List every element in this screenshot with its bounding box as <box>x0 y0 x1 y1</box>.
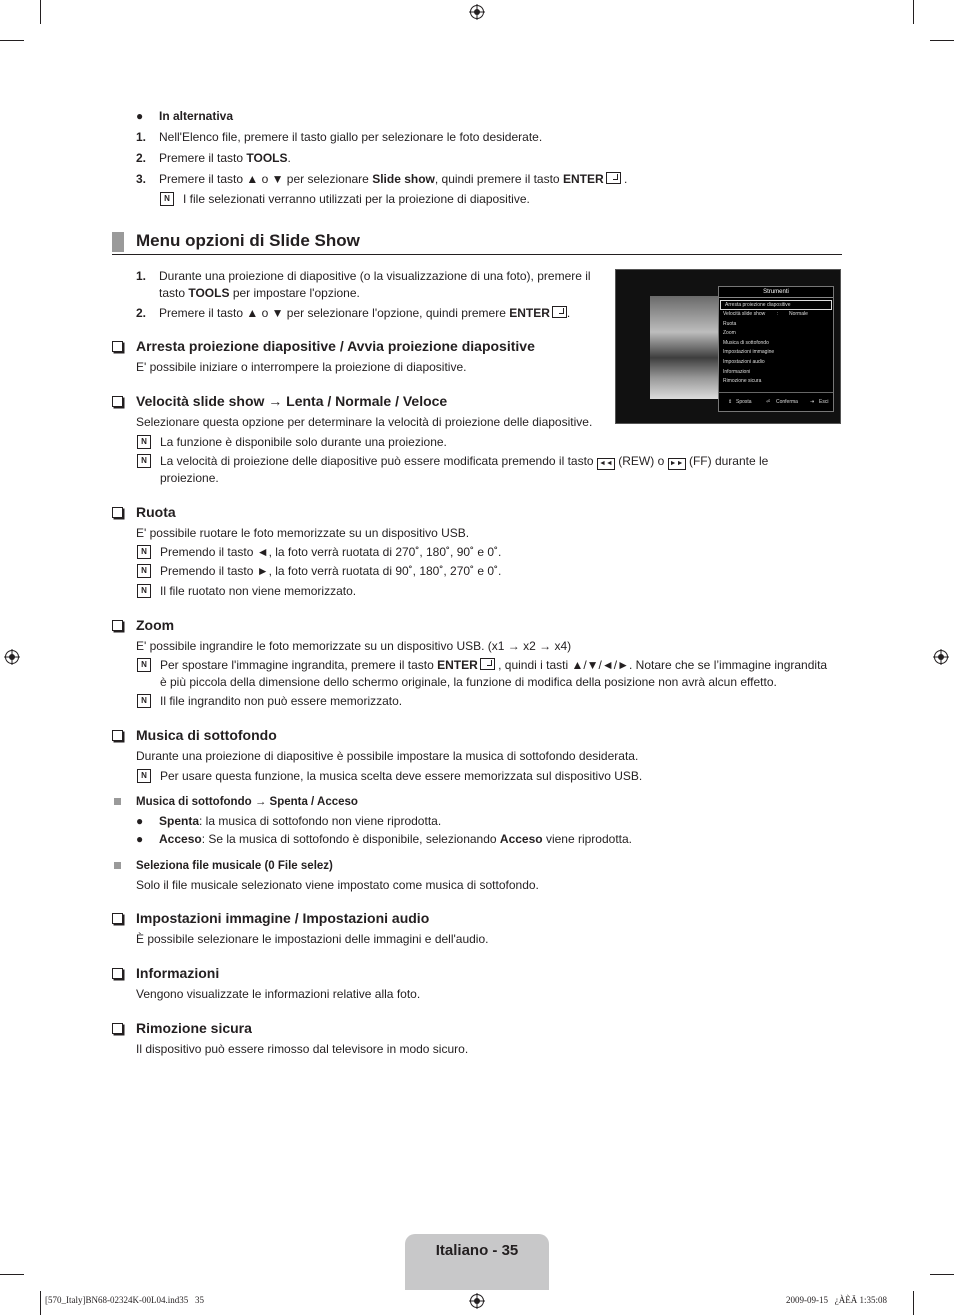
move-icon: ⇕ <box>728 399 733 405</box>
bullet-icon: ● <box>136 109 144 123</box>
checkbox-bullet-icon <box>112 1023 123 1034</box>
text: Per spostare l'immagine ingrandita, premere il tasto <box>160 658 438 672</box>
ff-icon: ►► <box>668 458 686 470</box>
bullet-icon: ● <box>136 832 144 846</box>
registration-mark-icon <box>469 1293 485 1309</box>
section-rule <box>112 254 842 255</box>
text: tasto <box>159 286 189 300</box>
menu-item-value: Normale <box>789 311 808 317</box>
menu-item-informazioni[interactable]: Informazioni <box>723 368 751 375</box>
crop-mark <box>930 40 954 41</box>
menu-item-impostazioni-immagine[interactable]: Impostazioni immagine <box>723 349 775 356</box>
text: (REW) o <box>618 454 668 468</box>
note-text: proiezione. <box>160 471 219 485</box>
square-bullet-icon <box>114 798 121 805</box>
square-bullet-icon <box>114 862 121 869</box>
item-arresta <box>112 338 612 378</box>
item-zoom <box>112 617 852 717</box>
text: Premere il tasto <box>159 151 247 165</box>
bold-text: TOOLS <box>188 286 230 300</box>
menu-title: Strumenti <box>719 287 833 298</box>
print-footer-right: 2009-09-15 ¿ÀÈÄ 1:35:08 <box>786 1295 887 1305</box>
checkbox-bullet-icon <box>112 913 123 924</box>
crop-mark <box>40 0 41 24</box>
step-text <box>159 150 291 166</box>
checkbox-bullet-icon <box>112 730 123 741</box>
menu-item-arresta[interactable]: Arresta proiezione diapositive <box>720 300 832 310</box>
note-icon: N <box>137 694 151 708</box>
item-text: È possibile selezionare le impostazioni delle immagini e dell'audio. <box>136 932 489 946</box>
step-number: 1. <box>136 269 147 283</box>
confirm-label: Conferma <box>776 399 798 405</box>
bold-text: ENTER <box>437 658 478 672</box>
step-number: 1. <box>136 130 147 144</box>
crop-mark <box>40 1291 41 1315</box>
step-number: 2. <box>136 306 147 320</box>
bold-text: TOOLS <box>246 151 288 165</box>
menu-item-velocita[interactable] <box>719 310 833 320</box>
note-text: Per usare questa funzione, la musica scelta deve essere memorizzata sul dispositivo USB. <box>160 769 643 783</box>
exit-label: Esci <box>819 399 829 405</box>
text: per impostare l'opzione. <box>229 286 360 300</box>
text: , quindi premere il tasto <box>434 172 563 186</box>
note-text: è più piccola della dimensione dello schermo originale, la funzione di modifica della posizione non avrà alcun effetto. <box>160 675 777 689</box>
note-text: Il file ingrandito non può essere memorizzato. <box>160 694 403 708</box>
item-text: E' possibile ruotare le foto memorizzate su un dispositivo USB. <box>136 526 470 540</box>
text: Premere il tasto ▲ o ▼ per selezionare <box>159 172 373 186</box>
item-heading: Rimozione sicura <box>136 1020 252 1036</box>
step-text <box>159 285 360 301</box>
text: . <box>566 306 571 320</box>
note-icon: N <box>160 192 174 206</box>
menu-item-zoom[interactable]: Zoom <box>723 330 736 337</box>
menu-item-musica[interactable]: Musica di sottofondo <box>723 339 769 346</box>
enter-icon <box>606 172 621 184</box>
menu-item-ruota[interactable]: Ruota <box>723 320 737 327</box>
item-ruota <box>112 504 852 604</box>
item-text: E' possibile ingrandire le foto memorizzate su un dispositivo USB. (x1 → x2 → x4) <box>136 639 572 653</box>
bullet-icon: ● <box>136 814 144 828</box>
step-text <box>159 171 627 187</box>
crop-mark <box>0 1274 24 1275</box>
enter-icon <box>552 306 567 318</box>
checkbox-bullet-icon <box>112 396 123 407</box>
crop-mark <box>930 1274 954 1275</box>
text: (FF) durante le <box>688 454 769 468</box>
move-label: Sposta <box>736 399 752 405</box>
registration-mark-icon <box>469 4 485 20</box>
crop-mark <box>0 40 24 41</box>
exit-icon: ⇥ <box>810 399 815 405</box>
text: : la musica di sottofondo non viene riprodotta. <box>199 814 442 828</box>
bold-text: Acceso <box>159 832 202 846</box>
item-text: Vengono visualizzate le informazioni relative alla foto. <box>136 987 421 1001</box>
text: . <box>287 151 291 165</box>
note-icon: N <box>137 769 151 783</box>
sub-heading: Musica di sottofondo → Spenta / Acceso <box>136 796 358 808</box>
text: La velocità di proiezione delle diapositive può essere modificata premendo il tasto <box>160 454 597 468</box>
item-text: Selezionare questa opzione per determinare la velocità di proiezione delle diapositive. <box>136 415 593 429</box>
crop-mark <box>913 0 914 24</box>
text: viene riprodotta. <box>542 832 632 846</box>
note-text: Il file ruotato non viene memorizzato. <box>160 584 357 598</box>
note-icon: N <box>137 435 151 449</box>
bold-text: Spenta <box>159 814 200 828</box>
bold-text: ENTER <box>562 172 604 186</box>
print-footer-left: [570_Italy]BN68-02324K-00L04.ind35 35 <box>45 1295 204 1305</box>
item-impostazioni <box>112 910 852 950</box>
text: Premere il tasto ▲ o ▼ per selezionare l'opzione, quindi premere <box>159 306 510 320</box>
item-text: Solo il file musicale selezionato viene impostato come musica di sottofondo. <box>136 878 539 892</box>
page-number-tab <box>405 1234 549 1290</box>
note-icon: N <box>137 564 151 578</box>
item-musica <box>112 727 852 897</box>
note-text: La funzione è disponibile solo durante una proiezione. <box>160 435 447 449</box>
registration-mark-icon <box>933 649 949 665</box>
note-icon: N <box>137 658 151 672</box>
bold-text: Acceso <box>499 832 543 846</box>
note-text: Premendo il tasto ◄, la foto verrà ruotata di 270˚, 180˚, 90˚ e 0˚. <box>160 545 502 559</box>
registration-mark-icon <box>4 649 20 665</box>
section-title: Menu opzioni di Slide Show <box>136 231 360 250</box>
menu-item-sep: : <box>777 311 779 317</box>
item-heading: Zoom <box>136 617 175 633</box>
item-rimozione <box>112 1020 852 1060</box>
bold-text: Slide show <box>372 172 435 186</box>
menu-item-rimozione[interactable]: Rimozione sicura <box>723 378 762 385</box>
bullet-text <box>159 831 632 847</box>
item-text: E' possibile iniziare o interrompere la proiezione di diapositive. <box>136 360 467 374</box>
crop-mark <box>913 1291 914 1315</box>
step-number: 3. <box>136 172 147 186</box>
note-icon: N <box>137 584 151 598</box>
step-text <box>159 305 570 321</box>
checkbox-bullet-icon <box>112 620 123 631</box>
note-text <box>160 657 827 673</box>
menu-item-label: Velocità slide show <box>723 311 766 317</box>
item-heading: Arresta proiezione diapositive / Avvia proiezione diapositive <box>136 338 535 354</box>
alt-label: In alternativa <box>159 109 234 123</box>
step-text: Nell'Elenco file, premere il tasto giallo per selezionare le foto desiderate. <box>159 130 543 144</box>
text: : Se la musica di sottofondo è disponibile, selezionando <box>201 832 500 846</box>
item-heading: Ruota <box>136 504 176 520</box>
item-text: Il dispositivo può essere rimosso dal televisore in modo sicuro. <box>136 1042 469 1056</box>
text: . <box>620 172 628 186</box>
text: , quindi i tasti ▲/▼/◄/►. Notare che se l’immagine ingrandita <box>494 658 828 672</box>
item-heading: Impostazioni immagine / Impostazioni audio <box>136 910 430 926</box>
item-velocita <box>112 393 852 488</box>
menu-item-impostazioni-audio[interactable]: Impostazioni audio <box>723 358 765 365</box>
checkbox-bullet-icon <box>112 507 123 518</box>
enter-icon: ⏎ <box>766 399 771 405</box>
checkbox-bullet-icon <box>112 341 123 352</box>
note-icon: N <box>137 454 151 468</box>
item-heading: Informazioni <box>136 965 220 981</box>
note-text: I file selezionati verranno utilizzati per la proiezione di diapositive. <box>183 192 530 206</box>
sub-heading: Seleziona file musicale (0 File selez) <box>136 860 333 872</box>
item-text: Durante una proiezione di diapositive è possibile impostare la musica di sottofondo desiderata. <box>136 749 639 763</box>
note-text: Premendo il tasto ►, la foto verrà ruotata di 90˚, 180˚, 270˚ e 0˚. <box>160 564 502 578</box>
note-icon: N <box>137 545 151 559</box>
item-informazioni <box>112 965 852 1005</box>
enter-icon <box>480 658 495 670</box>
bold-text: ENTER <box>509 306 550 320</box>
rew-icon: ◄◄ <box>597 458 615 470</box>
step-text: Durante una proiezione di diapositive (o la visualizzazione di una foto), premere il <box>159 269 591 283</box>
note-text <box>160 453 768 470</box>
checkbox-bullet-icon <box>112 968 123 979</box>
section-steps <box>136 268 606 328</box>
item-heading: Musica di sottofondo <box>136 727 277 743</box>
section-bar-icon <box>112 232 124 252</box>
intro-block <box>136 108 856 208</box>
bullet-text <box>159 813 441 829</box>
step-number: 2. <box>136 151 147 165</box>
item-heading: Velocità slide show → Lenta / Normale / Veloce <box>136 393 448 409</box>
page-label: Italiano - 35 <box>435 1242 519 1259</box>
